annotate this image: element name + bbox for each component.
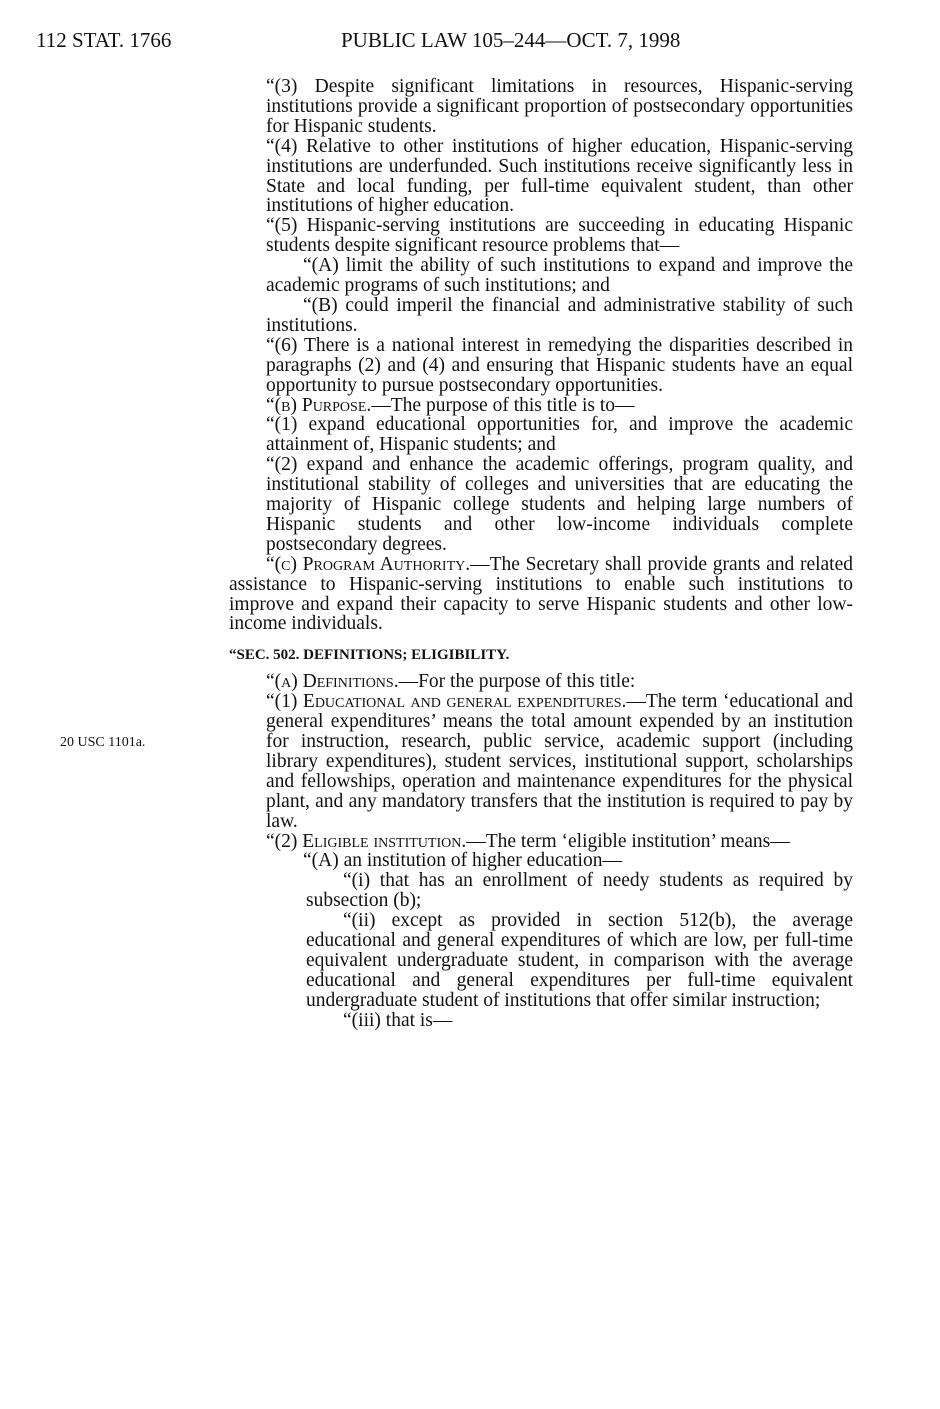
purpose-heading: “(b) Purpose. [266, 394, 372, 416]
definition-2-text: —The term ‘eligible institution’ means— [466, 830, 790, 852]
section-502-heading: “SEC. 502. DEFINITIONS; ELIGIBILITY. [229, 647, 510, 664]
finding-4: “(4) Relative to other institutions of higher education, Hispanic-serving institutions are underfunded. Such institutions receive significantly less in State and local funding, per full-time equivalent student, than other institutions of higher education. [266, 135, 853, 217]
definition-1 [229, 692, 853, 831]
purpose-2: “(2) expand and enhance the academic offerings, program quality, and institutional stability of colleges and universities that are educating the majority of Hispanic college students and helping large numbers of Hispanic students and other low-income individuals complete postsecondary degrees. [266, 454, 853, 555]
purpose-1: “(1) expand educational opportunities for, and improve the academic attainment of, Hispanic students; and [266, 414, 853, 456]
definition-2-a-iii: “(iii) that is— [343, 1009, 453, 1031]
definition-2 [229, 832, 853, 852]
finding-5-b: “(B) could imperil the financial and administrative stability of such institutions. [266, 294, 853, 336]
statute-page-number: 112 STAT. 1766 [36, 28, 172, 52]
law-title-date: PUBLIC LAW 105–244—OCT. 7, 1998 [341, 28, 681, 52]
subsection-a-definitions [229, 672, 853, 692]
definition-1-text: —The term ‘educational and general expenditures’ means the total amount expended by an institution for instruction, research, public service, academic support (including library expenditures), student services, institutional support, scholarships and fellowships, operation and maintenance expenditures for the physical plant, and any mandatory transfers that the institution is required to pay by law. [266, 691, 853, 832]
finding-6: “(6) There is a national interest in remedying the disparities described in paragraphs (2) and (4) and ensuring that Hispanic students have an equal opportunity to pursue postsecondary opportunities. [266, 334, 853, 396]
definition-2-a-ii: “(ii) except as provided in section 512(b), the average educational and general expenditures of which are low, per full-time equivalent undergraduate student, in comparison with the average educational and general expenditures per full-time equivalent undergraduate student of institutions that offer similar instruction; [306, 910, 853, 1011]
finding-5-a: “(A) limit the ability of such institutions to expand and improve the academic programs of such institutions; and [266, 255, 853, 297]
definition-2-a: “(A) an institution of higher education— [303, 850, 622, 872]
definitions-heading: “(a) Definitions. [266, 671, 399, 693]
finding-3: “(3) Despite significant limitations in resources, Hispanic-serving institutions provide a significant proportion of postsecondary opportunities for Hispanic students. [266, 76, 853, 137]
program-authority-heading: “(c) Program Authority. [266, 553, 471, 575]
document-body [229, 77, 853, 1031]
purpose-intro: —The purpose of this title is to— [371, 394, 635, 416]
page-header [0, 28, 940, 58]
finding-5: “(5) Hispanic-serving institutions are succeeding in educating Hispanic students despite significant resource problems that— [266, 215, 853, 257]
usc-margin-citation: 20 USC 1101a. [60, 735, 146, 750]
definition-2-a-i: “(i) that has an enrollment of needy students as required by subsection (b); [306, 870, 853, 912]
definition-2-heading: “(2) Eligible institution. [266, 830, 467, 852]
subsection-b-purpose [229, 396, 853, 416]
program-authority-text: —The Secretary shall provide grants and related assistance to Hispanic-serving institutions to enable such institutions to improve and expand their capacity to serve Hispanic students and other low-income individuals. [229, 553, 853, 635]
subsection-c-program-authority [229, 555, 853, 635]
definitions-intro: —For the purpose of this title: [398, 671, 636, 693]
definition-1-heading: “(1) Educational and general expenditures. [266, 691, 627, 713]
